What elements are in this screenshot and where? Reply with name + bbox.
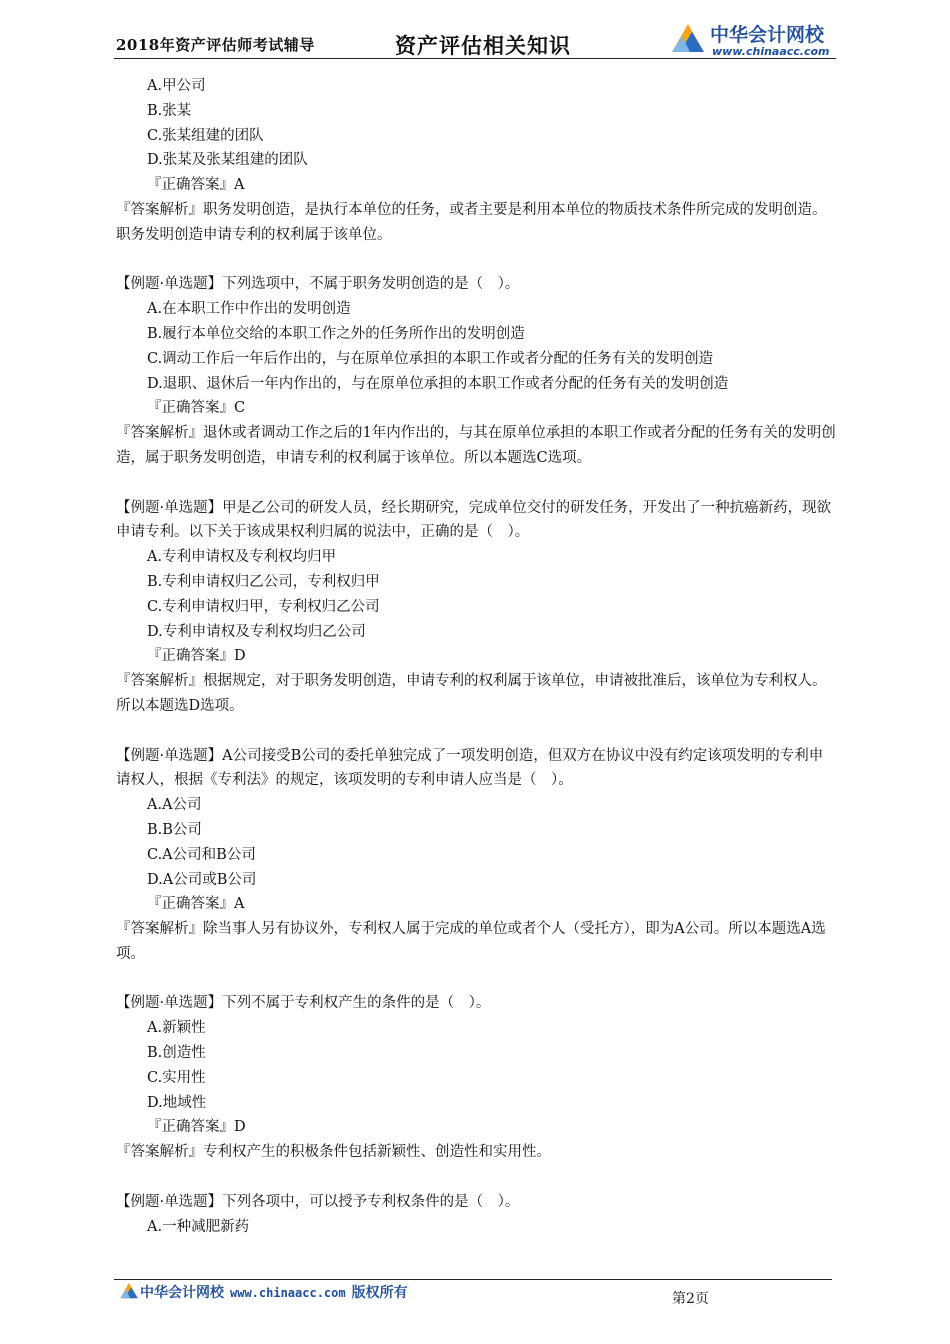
question-tag: 【例题·单选题】 [116, 747, 223, 764]
logo-url: www.chinaacc.com [712, 45, 830, 58]
footer-url[interactable]: www.chinaacc.com [230, 1286, 346, 1300]
analysis-text: 『答案解析』除当事人另有协议外，专利权人属于完成的单位或者个人（受托方），即为A公司。所以本题选A选项。 [116, 921, 826, 962]
option-line: B.B公司 [147, 821, 202, 838]
document-body [116, 74, 836, 1239]
option-line: C.张某组建的团队 [147, 127, 264, 144]
question-tag: 【例题·单选题】 [116, 995, 223, 1012]
option-line: D.退职、退休后一年内作出的，与在原单位承担的本职工作或者分配的任务有关的发明创造 [147, 375, 729, 392]
question-stem [116, 991, 836, 1016]
question-tag: 【例题·单选题】 [116, 276, 223, 293]
answer-line: 『正确答案』D [147, 1119, 246, 1136]
option-line: C.调动工作后一年后作出的，与在原单位承担的本职工作或者分配的任务有关的发明创造 [147, 350, 714, 367]
answer-line: 『正确答案』A [147, 177, 245, 194]
option-line: D.张某及张某组建的团队 [147, 152, 308, 169]
option-line: C.实用性 [147, 1069, 206, 1086]
logo-name: 中华会计网校 [710, 24, 825, 46]
question-tag: 【例题·单选题】 [116, 499, 223, 516]
option-line: D.A公司或B公司 [147, 871, 257, 888]
question-stem [116, 1190, 836, 1215]
footer-logo-icon [118, 1280, 140, 1300]
analysis-text: 『答案解析』退休或者调动工作之后的1年内作出的，与其在原单位承担的本职工作或者分配的任务有关的发明创造，属于职务发明创造，申请专利的权利属于该单位。所以本题选C选项。 [116, 425, 836, 466]
answer-line: 『正确答案』C [147, 400, 246, 417]
option-line: D.专利申请权及专利权均归乙公司 [147, 623, 366, 640]
question-tag: 【例题·单选题】 [116, 1193, 223, 1210]
question-stem [116, 272, 836, 297]
option-line: A.甲公司 [147, 78, 206, 94]
option-line: A.在本职工作中作出的发明创造 [147, 301, 351, 318]
question-text: 下列选项中，不属于职务发明创造的是（ ）。 [222, 276, 520, 293]
subject-title: 资产评估相关知识 [395, 33, 571, 58]
question-stem [116, 496, 836, 546]
option-line: B.张某 [147, 102, 192, 119]
option-line: B.履行本单位交给的本职工作之外的任务所作出的发明创造 [147, 325, 525, 342]
page-number: 第2页 [672, 1291, 709, 1307]
analysis-text: 『答案解析』职务发明创造，是执行本单位的任务，或者主要是利用本单位的物质技术条件所完成的发明创造。职务发明创造申请专利的权利属于该单位。 [116, 201, 827, 243]
footer-logo [118, 1280, 140, 1304]
footer-rights: 版权所有 [351, 1285, 408, 1301]
analysis-text: 『答案解析』根据规定，对于职务发明创造，申请专利的权利属于该单位，申请被批准后，该单位为专利权人。所以本题选D选项。 [116, 673, 827, 714]
footer-brand: 中华会计网校 [140, 1285, 224, 1301]
site-logo[interactable] [668, 16, 843, 58]
answer-line: 『正确答案』D [147, 648, 246, 665]
option-line: A.A公司 [147, 797, 202, 814]
option-line: B.创造性 [147, 1045, 206, 1062]
option-line: C.A公司和B公司 [147, 846, 256, 863]
page-header [0, 0, 950, 64]
analysis-text: 『答案解析』专利权产生的积极条件包括新颖性、创造性和实用性。 [116, 1144, 551, 1161]
footer-copyright [140, 1282, 408, 1302]
footer-divider [114, 1279, 832, 1280]
option-line: A.专利申请权及专利权均归甲 [147, 549, 337, 566]
question-text: 甲是乙公司的研发人员，经长期研究，完成单位交付的研发任务，开发出了一种抗癌新药，现欲申请专利。以下关于该成果权利归属的说法中，正确的是（ ）。 [116, 499, 832, 541]
course-title: 2018年资产评估师考试辅导 [116, 36, 315, 54]
option-line: D.地域性 [147, 1094, 207, 1111]
option-line: A.新颖性 [147, 1020, 206, 1037]
option-line: C.专利申请权归甲，专利权归乙公司 [147, 598, 380, 615]
option-line: B.专利申请权归乙公司，专利权归甲 [147, 573, 380, 590]
question-text: A公司接受B公司的委托单独完成了一项发明创造，但双方在协议中没有约定该项发明的专利申请权人，根据《专利法》的规定，该项发明的专利申请人应当是（ ）。 [116, 747, 824, 789]
answer-line: 『正确答案』A [147, 896, 245, 913]
question-text: 下列各项中，可以授予专利权条件的是（ ）。 [222, 1193, 520, 1210]
logo-icon [668, 20, 708, 54]
question-text: 下列不属于专利权产生的条件的是（ ）。 [222, 995, 491, 1012]
question-stem [116, 744, 836, 794]
header-divider [114, 58, 836, 59]
option-line: A.一种减肥新药 [147, 1218, 250, 1235]
